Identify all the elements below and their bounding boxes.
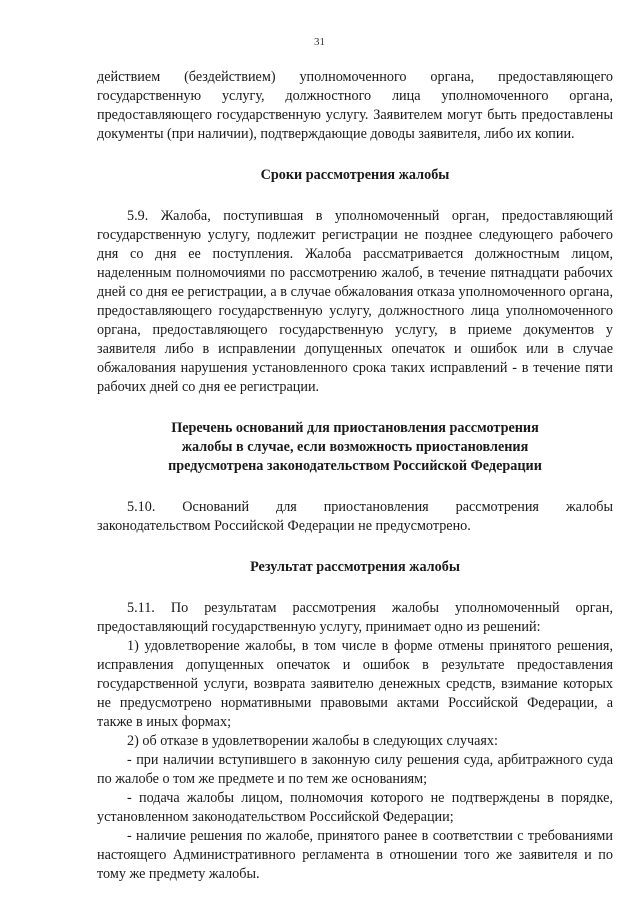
paragraph-5-9: 5.9. Жалоба, поступившая в уполномоченный орган, предоставляющий государственную услугу, подлежит регистрации не позднее следующего рабочего дня со дня ее поступления. Жалоба рассматривается должностным лицом, наделенным полномочиями по рассмотрению жалоб, в течение пятнадцати рабочих дней со дня ее регистрации, а в случае обжалования отказа уполномоченного органа, предоставляющего государственную услугу, должностного лица уполномоченного органа, предоставляющего государственную услугу, в приеме документов у заявителя либо в исправлении допущенных опечаток и ошибок или в случае обжалования нарушения установленного срока таких исправлений - в течение пяти рабочих дней со дня ее регистрации. [97,208,613,395]
paragraph-result-option-2: 2) об отказе в удовлетворении жалобы в следующих случаях: [127,733,498,749]
paragraph-5-11: 5.11. По результатам рассмотрения жалобы уполномоченный орган, предоставляющий государственную услугу, принимает одно из решений: [97,600,613,635]
intro-paragraph: действием (бездействием) уполномоченного органа, предоставляющего государственную услугу, должностного лица уполномоченного органа, предоставляющего государственную услугу. Заявителем могут быть предоставлены документы (при наличии), подтверждающие доводы заявителя, либо их копии. [97,69,613,142]
paragraph-refusal-case-3: - наличие решения по жалобе, принятого ранее в соответствии с требованиями настоящего Административного регламента в отношении того же заявителя и по тому же предмету жалобы. [97,828,613,882]
heading-line-2: жалобы в случае, если возможность приостановления [181,439,529,455]
page-content [97,68,613,884]
section-heading-review-result: Результат рассмотрения жалобы [250,559,460,575]
paragraph-refusal-case-1: - при наличии вступившего в законную силу решения суда, арбитражного суда по жалобе о том же предмете и по тем же основаниям; [97,752,613,787]
section-heading-review-terms: Сроки рассмотрения жалобы [260,167,450,183]
heading-line-3: предусмотрена законодательством Российской Федерации [168,458,542,474]
heading-line-1: Перечень оснований для приостановления рассмотрения [171,420,539,436]
page-number: 31 [314,36,325,48]
paragraph-5-10: 5.10. Оснований для приостановления рассмотрения жалобы законодательством Российской Федерации не предусмотрено. [97,499,613,534]
section-heading-suspension-grounds [97,419,613,476]
paragraph-result-option-1: 1) удовлетворение жалобы, в том числе в форме отмены принятого решения, исправления допущенных опечаток и ошибок в результате предоставления государственной услуги, возврата заявителю денежных средств, взимание которых не предусмотрено нормативными правовыми актами Российской Федерации, а также в иных формах; [97,638,613,730]
paragraph-refusal-case-2: - подача жалобы лицом, полномочия которого не подтверждены в порядке, установленном законодательством Российской Федерации; [97,790,613,825]
